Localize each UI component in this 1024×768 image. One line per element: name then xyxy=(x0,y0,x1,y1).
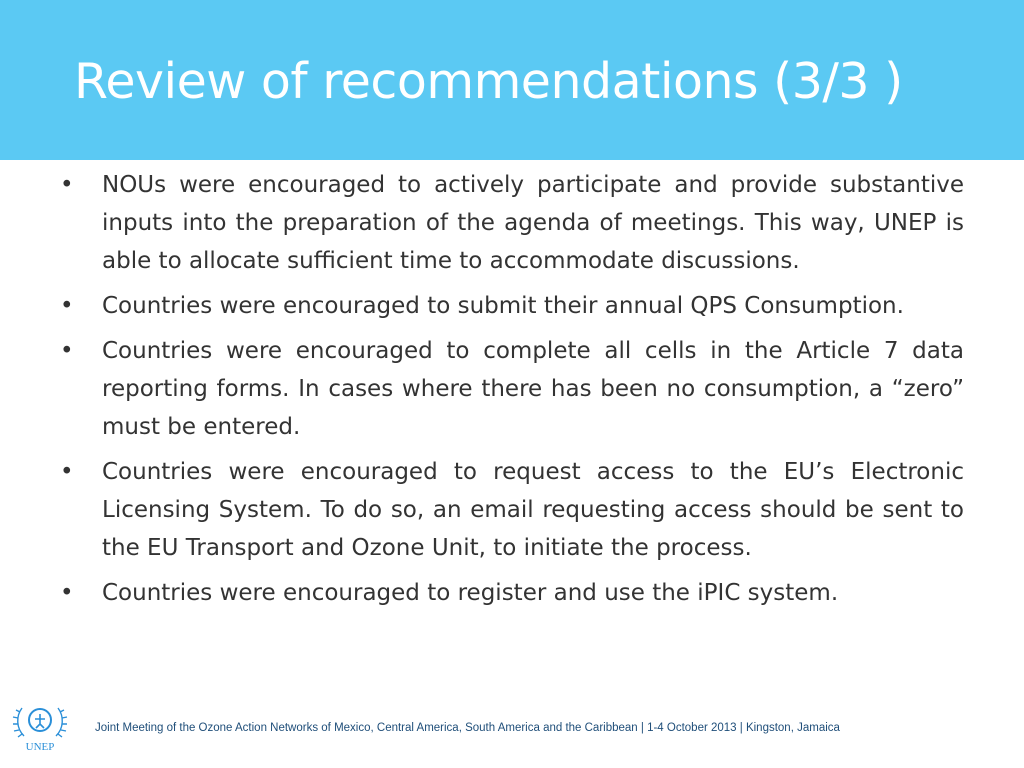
bullet-text: NOUs were encouraged to actively participate and provide substantive inputs into the preparation of the agenda of meetings. This way, UNEP is able to allocate sufficient time to accommodate discussions. xyxy=(102,172,964,274)
bullet-item xyxy=(58,166,964,280)
bullet-text: Countries were encouraged to complete all cells in the Article 7 data reporting forms. In cases where there has been no consumption, a “zero” must be entered. xyxy=(102,338,964,440)
bullet-dot: • xyxy=(60,580,74,606)
bullet-text: Countries were encouraged to request access to the EU’s Electronic Licensing System. To do so, an email requesting access should be sent to the EU Transport and Ozone Unit, to initiate the process. xyxy=(102,459,964,561)
bullet-dot: • xyxy=(60,172,74,198)
bullet-dot: • xyxy=(60,293,74,319)
bullet-dot: • xyxy=(60,459,74,485)
bullet-item xyxy=(58,453,964,567)
bullet-dot: • xyxy=(60,338,74,364)
bullet-text: Countries were encouraged to register and use the iPIC system. xyxy=(102,580,839,606)
bullet-item xyxy=(58,332,964,446)
bullet-list xyxy=(58,166,964,619)
person-icon xyxy=(35,714,45,728)
bullet-text: Countries were encouraged to submit their annual QPS Consumption. xyxy=(102,293,904,319)
bullet-item xyxy=(58,574,964,612)
title-bar xyxy=(0,0,1024,160)
unep-logo xyxy=(12,698,68,754)
slide-title: Review of recommendations (3/3 ) xyxy=(74,53,903,110)
logo-text: UNEP xyxy=(25,741,55,753)
bullet-item xyxy=(58,287,964,325)
footer-text: Joint Meeting of the Ozone Action Networks of Mexico, Central America, South America and the Caribbean | 1-4 October 2013 | Kingston, Jamaica xyxy=(95,722,840,734)
